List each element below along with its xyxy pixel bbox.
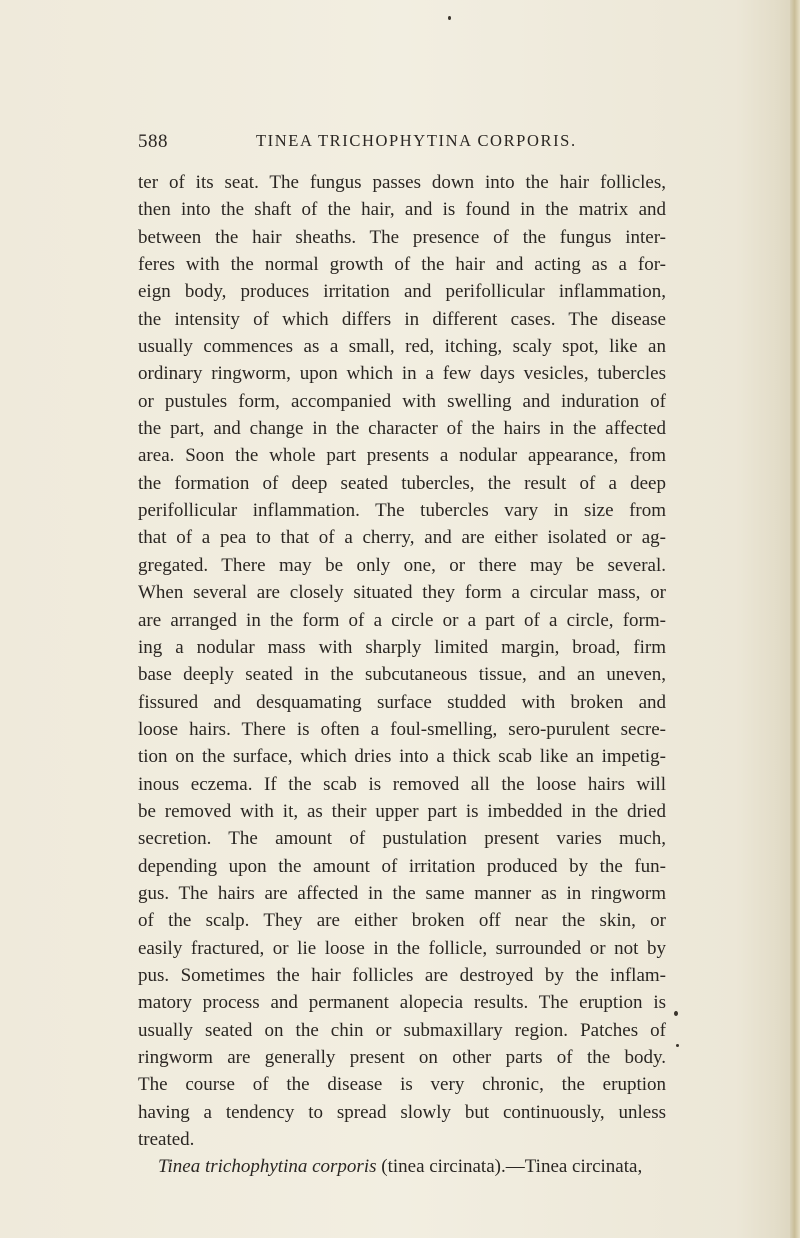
text-line: between the hair sheaths. The presence of the fungus inter-: [138, 226, 666, 248]
text-line: tion on the surface, which dries into a thick scab like an impetig-: [138, 746, 666, 768]
text-line: inous eczema. If the scab is removed all the loose hairs will: [138, 773, 666, 795]
text-line: of the scalp. They are either broken off near the skin, or: [138, 910, 666, 932]
text-line: eign body, produces irritation and perifollicular inflammation,: [138, 281, 666, 303]
print-speck: [674, 1011, 678, 1016]
text-line: easily fractured, or lie loose in the follicle, surrounded or not by: [138, 937, 666, 959]
text-line: feres with the normal growth of the hair and acting as a for-: [138, 254, 666, 276]
text-line: gus. The hairs are affected in the same manner as in ringworm: [138, 882, 666, 904]
text-line: The course of the disease is very chronic, the eruption: [138, 1074, 666, 1096]
text-line: depending upon the amount of irritation produced by the fun-: [138, 855, 666, 877]
final-paragraph-rest: (tinea circinata).—Tinea circinata,: [376, 1156, 643, 1178]
text-line: or pustules form, accompanied with swelling and induration of: [138, 390, 666, 412]
text-line: loose hairs. There is often a foul-smelling, sero-purulent secre-: [138, 718, 666, 740]
final-paragraph-line: [138, 1153, 666, 1180]
body-text: [138, 169, 666, 1181]
print-speck: [676, 1044, 679, 1047]
text-line: that of a pea to that of a cherry, and are either isolated or ag-: [138, 527, 666, 549]
text-line: the formation of deep seated tubercles, the result of a deep: [138, 472, 666, 494]
text-line: base deeply seated in the subcutaneous tissue, and an uneven,: [138, 664, 666, 686]
text-line: pus. Sometimes the hair follicles are destroyed by the inflam-: [138, 964, 666, 986]
text-line: ing a nodular mass with sharply limited margin, broad, firm: [138, 636, 666, 658]
text-line: fissured and desquamating surface studded with broken and: [138, 691, 666, 713]
text-line: ter of its seat. The fungus passes down into the hair follicles,: [138, 172, 666, 193]
text-line: usually commences as a small, red, itching, scaly spot, like an: [138, 336, 666, 358]
text-line: ordinary ringworm, upon which in a few days vesicles, tubercles: [138, 363, 666, 385]
text-line: having a tendency to spread slowly but continuously, unless: [138, 1101, 666, 1123]
text-line: are arranged in the form of a circle or a part of a circle, form-: [138, 609, 666, 631]
italic-term: Tinea trichophytina corporis: [158, 1156, 377, 1178]
text-line: the part, and change in the character of the hairs in the affected: [138, 418, 666, 440]
print-speck: [448, 16, 451, 20]
text-line: ringworm are generally present on other parts of the body.: [138, 1047, 666, 1068]
text-line: the intensity of which differs in different cases. The disease: [138, 308, 666, 330]
text-line: perifollicular inflammation. The tubercles vary in size from: [138, 500, 666, 522]
text-line: be removed with it, as their upper part is imbedded in the dried: [138, 800, 666, 822]
text-line: When several are closely situated they form a circular mass, or: [138, 582, 666, 604]
text-line: then into the shaft of the hair, and is found in the matrix and: [138, 199, 666, 221]
page-number: 588: [138, 131, 168, 152]
text-line: secretion. The amount of pustulation present varies much,: [138, 828, 666, 850]
text-line: matory process and permanent alopecia results. The eruption is: [138, 992, 666, 1014]
running-title: TINEA TRICHOPHYTINA CORPORIS.: [256, 131, 577, 150]
text-line: usually seated on the chin or submaxillary region. Patches of: [138, 1019, 666, 1041]
text-line: treated.: [138, 1129, 195, 1151]
page-header: [138, 131, 680, 153]
text-line: gregated. There may be only one, or there may be several.: [138, 554, 666, 576]
text-line: area. Soon the whole part presents a nodular appearance, from: [138, 445, 666, 467]
page-edge-shadow: [790, 0, 800, 1238]
